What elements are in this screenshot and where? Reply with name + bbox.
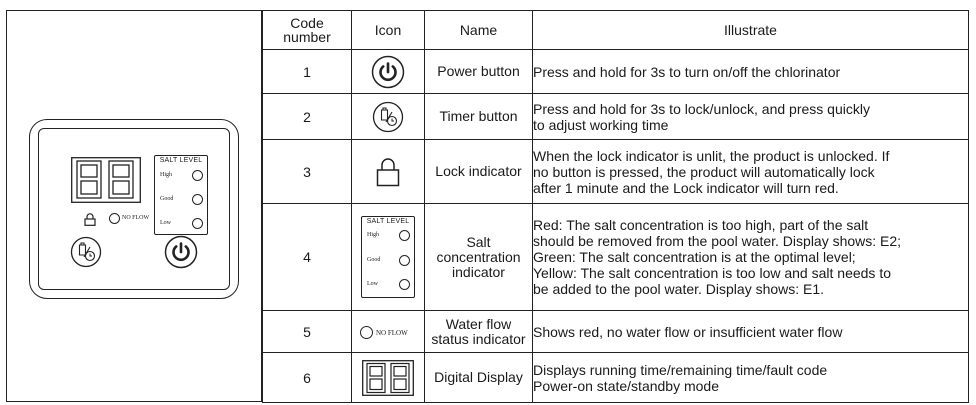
description-line: should be removed from the pool water. Display shows: E2; (533, 233, 902, 249)
no-flow-led (109, 213, 120, 224)
table-row (263, 311, 969, 353)
description-cell (533, 50, 969, 94)
icon-cell (352, 140, 425, 204)
header-icon: Icon (352, 11, 425, 50)
icon-cell (352, 311, 425, 353)
name-line: status indicator (431, 330, 526, 347)
description-line: to adjust working time (533, 116, 669, 133)
salt-level-good (160, 194, 203, 206)
control-panel-inner (38, 128, 230, 290)
name-line: Salt (466, 233, 491, 250)
description-cell (533, 311, 969, 353)
salt-high-led (399, 230, 410, 241)
salt-level-high (160, 170, 203, 182)
salt-level-good (367, 255, 410, 267)
lock-icon (376, 157, 400, 187)
name-cell (425, 204, 533, 311)
table-row (263, 204, 969, 311)
salt-level-low (160, 218, 203, 230)
code-cell: 1 (263, 50, 352, 94)
no-flow-indicator (109, 213, 159, 225)
code-cell: 6 (263, 353, 352, 403)
description-line: be added to the pool water. Display shows: E1. (533, 281, 825, 297)
salt-level-label: Low (160, 220, 171, 226)
salt-high-led (192, 170, 203, 181)
description-line: Green: The salt concentration is at the optimal level; (533, 249, 856, 265)
code-cell: 2 (263, 94, 352, 140)
description-cell (533, 204, 969, 311)
salt-level-title: SALT LEVEL (366, 218, 410, 225)
description-line: Yellow: The salt concentration is too low and salt needs to (533, 265, 891, 281)
salt-level-label: Low (367, 281, 378, 287)
salt-low-led (192, 218, 203, 229)
no-flow-led (360, 326, 373, 339)
description-line: Press and hold for 3s to turn on/off the chlorinator (533, 63, 841, 80)
description-line: Press and hold for 3s to lock/unlock, and press quickly (533, 100, 870, 117)
header-illustrate: Illustrate (533, 11, 969, 50)
salt-level-label: Good (160, 196, 174, 202)
salt-level-icon (361, 216, 415, 298)
code-cell: 5 (263, 311, 352, 353)
table-header-row (263, 11, 969, 50)
name-line: indicator (452, 263, 505, 280)
salt-good-led (192, 194, 203, 205)
table-row (263, 140, 969, 204)
header-name: Name (425, 11, 533, 50)
name-cell: Power button (425, 50, 533, 94)
digital-display-icon (71, 157, 141, 203)
name-line: concentration (436, 248, 521, 265)
salt-level-panel (154, 155, 208, 235)
no-flow-label: NO FLOW (376, 328, 408, 337)
description-line: When the lock indicator is unlit, the product is unlocked. If (533, 147, 890, 164)
spec-table (262, 10, 969, 403)
icon-cell (352, 353, 425, 403)
salt-level-label: Good (367, 257, 381, 263)
salt-level-label: High (160, 172, 172, 178)
salt-level-high (367, 230, 410, 242)
table-row (263, 94, 969, 140)
description-cell (533, 140, 969, 204)
salt-low-led (399, 279, 410, 290)
digital-display-icon (362, 360, 414, 396)
salt-good-led (399, 255, 410, 266)
icon-cell (352, 50, 425, 94)
description-line: no button is pressed, the product will automatically lock (533, 163, 875, 180)
lock-icon (84, 213, 96, 226)
description-line: Displays running time/remaining time/fault code (533, 361, 828, 378)
name-cell: Digital Display (425, 353, 533, 403)
description-line: Red: The salt concentration is too high, part of the salt (533, 217, 869, 233)
control-panel (29, 119, 239, 299)
icon-cell (352, 94, 425, 140)
code-cell: 4 (263, 204, 352, 311)
power-icon (371, 55, 405, 89)
description-cell (533, 94, 969, 140)
timer-icon (372, 101, 404, 133)
salt-level-title: SALT LEVEL (159, 157, 203, 164)
name-line: Water flow (445, 315, 512, 332)
salt-level-low (367, 279, 410, 291)
name-cell: Lock indicator (425, 140, 533, 204)
device-illustration (6, 10, 262, 402)
table-row (263, 50, 969, 94)
power-button[interactable] (164, 235, 198, 269)
name-cell: Timer button (425, 94, 533, 140)
description-line: Power-on state/standby mode (533, 377, 719, 394)
description-line: Shows red, no water flow or insufficient water flow (533, 323, 843, 340)
name-cell (425, 311, 533, 353)
salt-level-label: High (367, 232, 379, 238)
no-flow-label: NO FLOW (122, 215, 150, 221)
header-code-number: Code number (263, 11, 352, 50)
icon-cell (352, 204, 425, 311)
timer-button[interactable] (70, 236, 102, 268)
description-line: after 1 minute and the Lock indicator will turn red. (533, 179, 839, 196)
no-flow-icon (360, 326, 416, 340)
code-cell: 3 (263, 140, 352, 204)
table-row (263, 353, 969, 403)
description-cell (533, 353, 969, 403)
